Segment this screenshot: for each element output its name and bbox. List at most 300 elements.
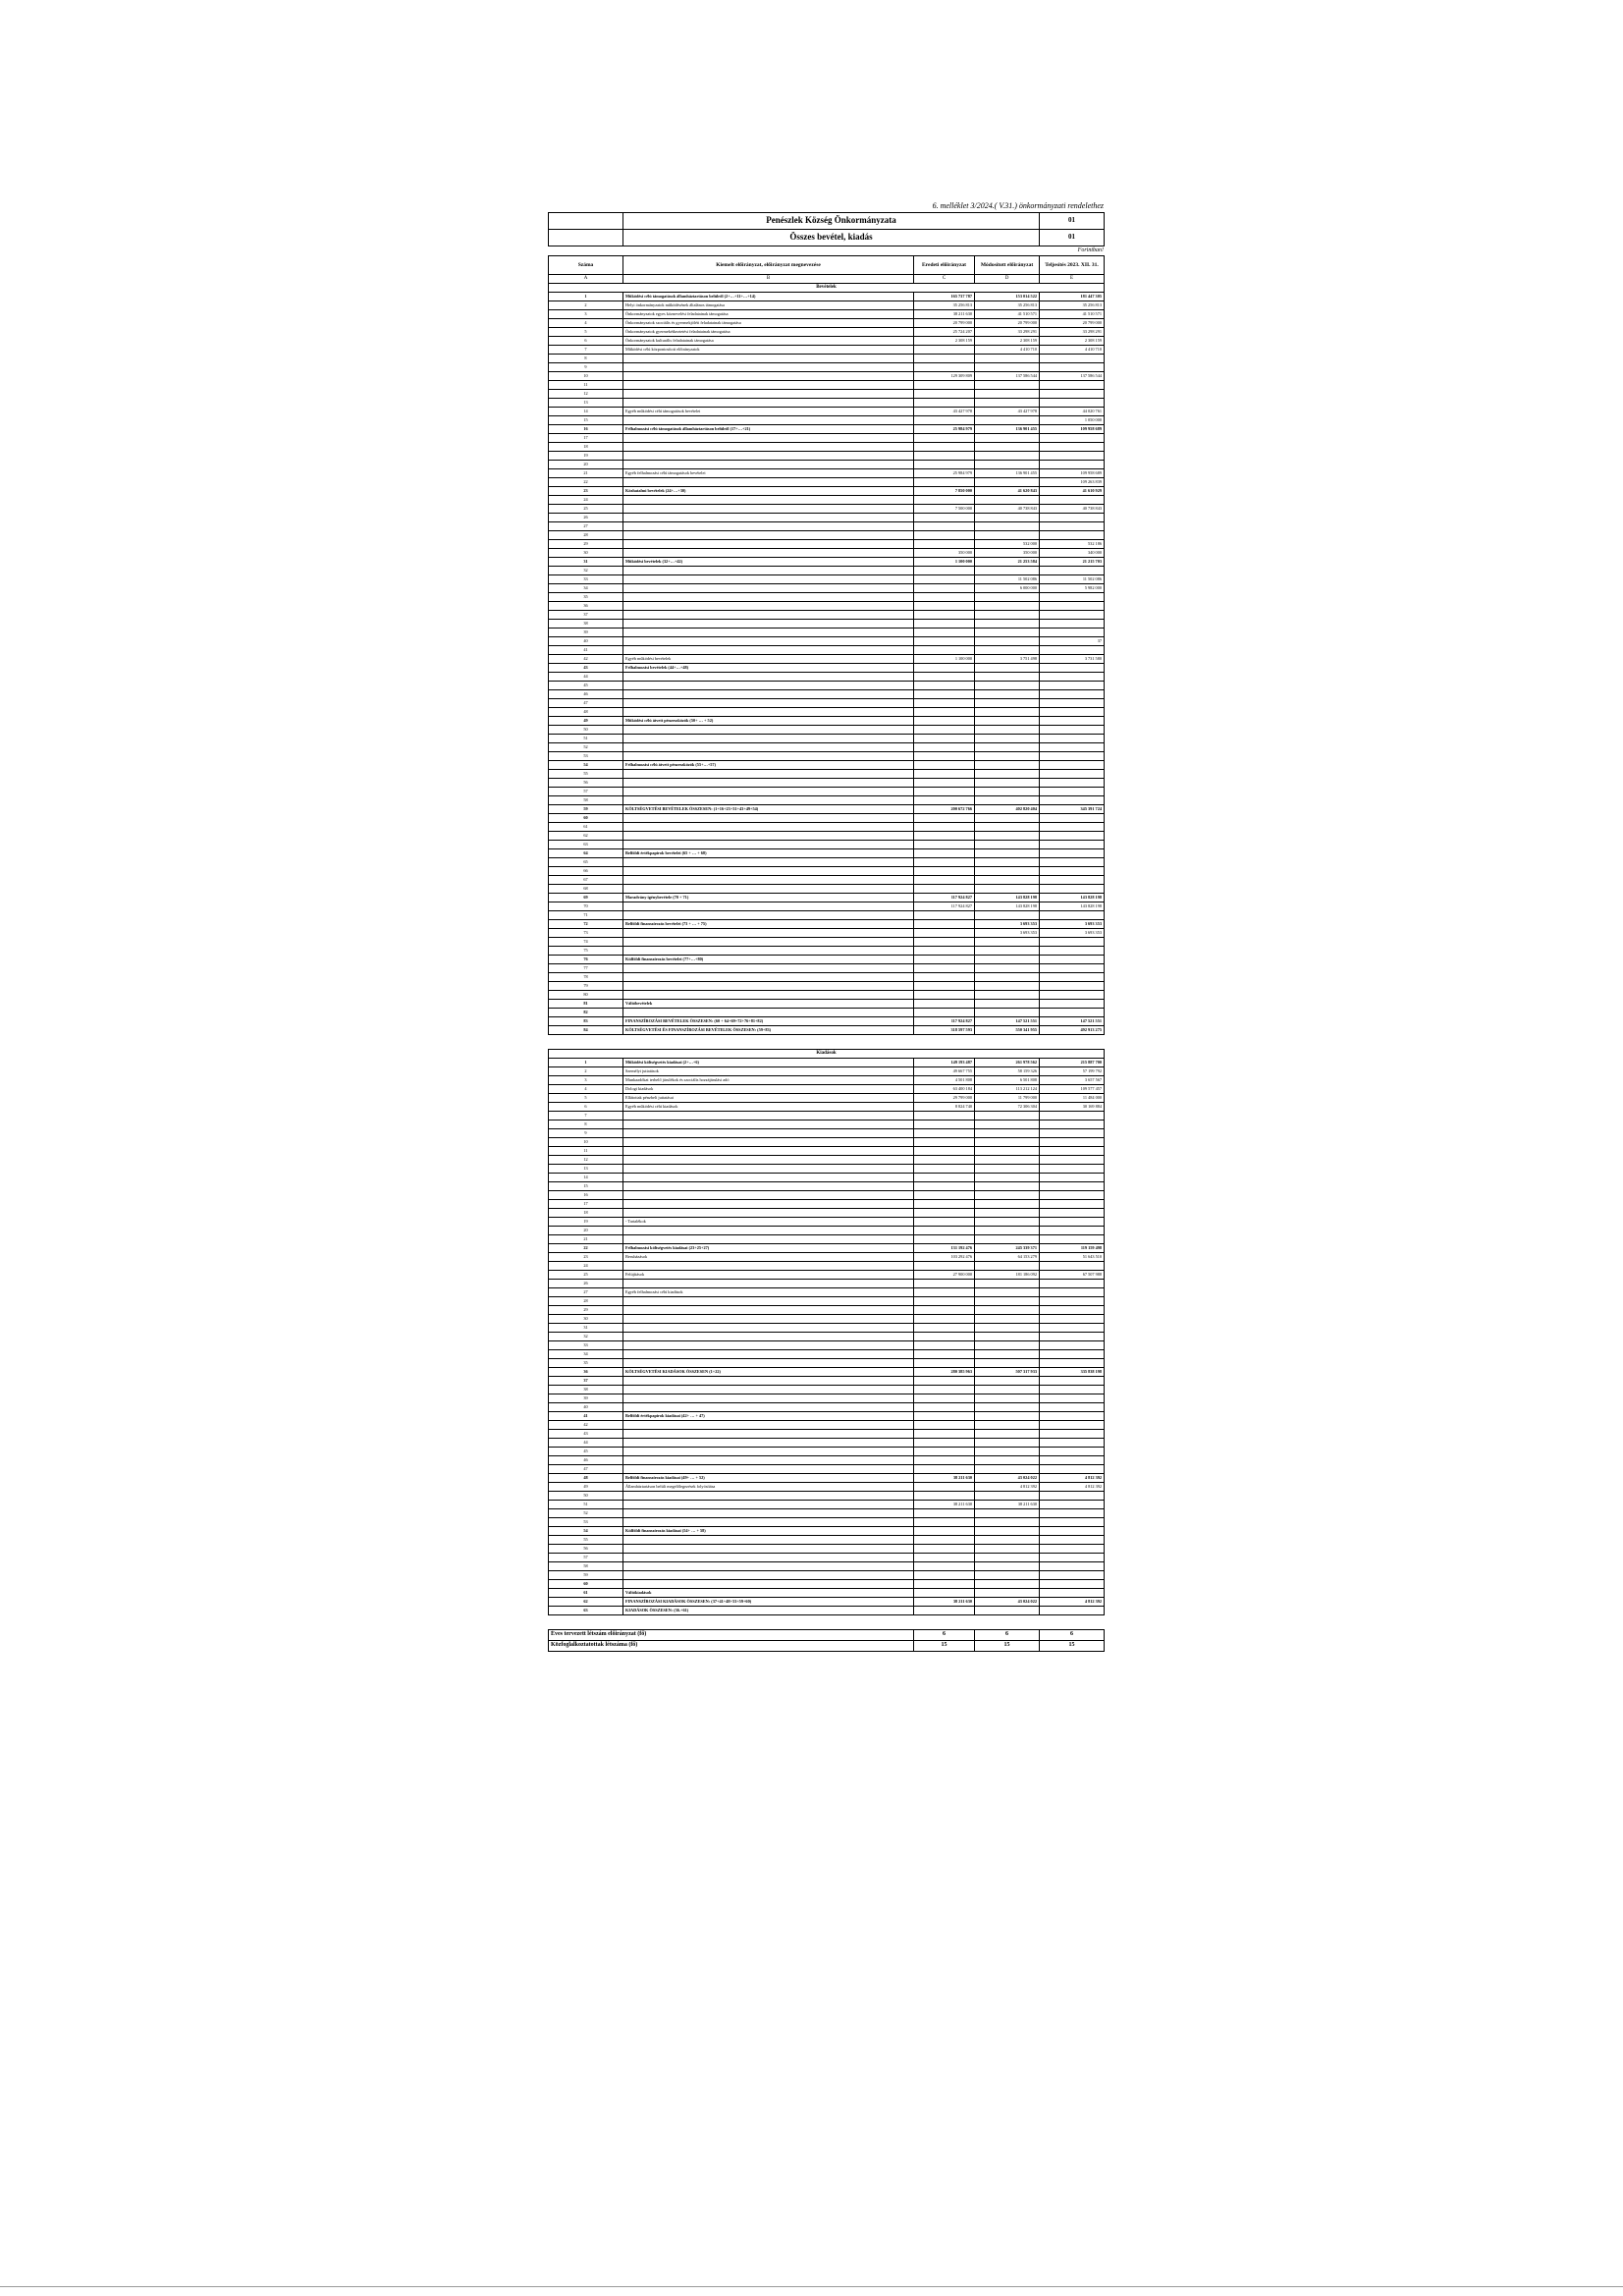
row-number: 24 — [549, 1262, 623, 1271]
revenue-row — [549, 717, 1105, 726]
modified-amount: 137 586 544 — [975, 372, 1040, 381]
modified-amount — [975, 1456, 1040, 1465]
original-amount — [914, 929, 975, 938]
modified-amount: 143 828 198 — [975, 894, 1040, 902]
modified-amount — [975, 1377, 1040, 1386]
original-amount — [914, 1129, 975, 1138]
modified-amount: 3 693 353 — [975, 929, 1040, 938]
row-number: 37 — [549, 1377, 623, 1386]
actual-amount: 1 050 000 — [1040, 416, 1105, 425]
revenue-row — [549, 434, 1105, 443]
original-amount: 1 100 000 — [914, 655, 975, 664]
original-amount — [914, 1112, 975, 1121]
original-amount — [914, 1147, 975, 1156]
actual-amount: 3 657 567 — [1040, 1076, 1105, 1085]
row-label: FINANSZÍROZÁSI BEVÉTELEK ÖSSZESEN: (60 + 64+69+72+76+81+82) — [623, 1017, 914, 1026]
modified-amount — [975, 1262, 1040, 1271]
row-label — [623, 540, 914, 549]
original-amount — [914, 399, 975, 408]
revenue-row — [549, 611, 1105, 620]
row-number: 4 — [549, 1085, 623, 1094]
original-amount — [914, 567, 975, 575]
expense-row — [549, 1306, 1105, 1315]
expense-row — [549, 1589, 1105, 1598]
row-number: 13 — [549, 1165, 623, 1174]
row-number: 60 — [549, 814, 623, 823]
row-label — [623, 708, 914, 717]
modified-amount: 6 501 808 — [975, 1076, 1040, 1085]
revenue-row — [549, 522, 1105, 531]
row-label — [623, 1341, 914, 1350]
row-number: 34 — [549, 1350, 623, 1359]
row-number: 84 — [549, 1026, 623, 1035]
row-number: 8 — [549, 1121, 623, 1129]
row-number: 5 — [549, 1094, 623, 1103]
row-label: Önkormányzatok szociális és gyermekjóléti feladatainak támogatása — [623, 319, 914, 328]
modified-amount: 153 014 522 — [975, 293, 1040, 301]
modified-amount — [975, 567, 1040, 575]
original-amount — [914, 1421, 975, 1430]
modified-amount: 4 410 710 — [975, 346, 1040, 355]
row-number: 17 — [549, 434, 623, 443]
expense-row — [549, 1209, 1105, 1218]
actual-amount — [1040, 531, 1105, 540]
actual-amount — [1040, 876, 1105, 885]
row-number: 22 — [549, 478, 623, 487]
original-amount: 131 192 476 — [914, 1244, 975, 1253]
modified-amount — [975, 867, 1040, 876]
row-label — [623, 646, 914, 655]
modified-amount — [975, 496, 1040, 505]
row-label: Közhatalmi bevételek (24+…+30) — [623, 487, 914, 496]
actual-amount — [1040, 1156, 1105, 1165]
actual-amount — [1040, 602, 1105, 611]
row-label — [623, 1262, 914, 1271]
expense-section-label: Kiadások — [549, 1050, 1105, 1059]
row-label — [623, 461, 914, 469]
expense-row — [549, 1103, 1105, 1112]
row-label: Felhalmozási bevételek (44+…+48) — [623, 664, 914, 673]
row-label — [623, 611, 914, 620]
row-number: 40 — [549, 637, 623, 646]
actual-amount — [1040, 620, 1105, 629]
original-amount — [914, 1439, 975, 1448]
row-number: 19 — [549, 452, 623, 461]
row-label: Felhalmozási célú támogatások államháztartáson belülről (17+…+21) — [623, 425, 914, 434]
revenue-row — [549, 938, 1105, 947]
modified-amount — [975, 664, 1040, 673]
row-number: 41 — [549, 1412, 623, 1421]
modified-amount — [975, 1536, 1040, 1545]
actual-amount — [1040, 593, 1105, 602]
original-amount — [914, 1333, 975, 1341]
modified-amount — [975, 690, 1040, 699]
actual-amount — [1040, 1421, 1105, 1430]
row-label — [623, 867, 914, 876]
actual-amount: 4 812 392 — [1040, 1474, 1105, 1483]
row-number: 65 — [549, 858, 623, 867]
actual-amount: 11 502 086 — [1040, 575, 1105, 584]
original-amount: 38 211 630 — [914, 1474, 975, 1483]
row-number: 44 — [549, 1439, 623, 1448]
revenue-row — [549, 832, 1105, 841]
actual-amount — [1040, 443, 1105, 452]
row-label: KÖLTSÉGVETÉSI ÉS FINANSZÍROZÁSI BEVÉTELEK ÖSSZESEN: (59+83) — [623, 1026, 914, 1035]
original-amount: 35 256 813 — [914, 301, 975, 310]
revenue-row — [549, 655, 1105, 664]
expense-row — [549, 1394, 1105, 1403]
revenue-row — [549, 973, 1105, 982]
original-amount — [914, 1554, 975, 1562]
original-amount: 103 292 476 — [914, 1253, 975, 1262]
row-number: 62 — [549, 1598, 623, 1607]
row-number: 70 — [549, 902, 623, 911]
original-amount — [914, 434, 975, 443]
modified-amount — [975, 593, 1040, 602]
original-amount: 63 400 184 — [914, 1085, 975, 1094]
original-amount — [914, 1448, 975, 1456]
original-amount: 149 193 487 — [914, 1059, 975, 1067]
expense-row — [549, 1368, 1105, 1377]
row-number: 11 — [549, 1147, 623, 1156]
row-label: Államháztartáson belüli megelőlegezések folyósítása — [623, 1483, 914, 1492]
actual-amount — [1040, 363, 1105, 372]
actual-amount: 109 577 457 — [1040, 1085, 1105, 1094]
revenue-rows — [549, 293, 1105, 1035]
original-amount: 6 — [914, 1630, 975, 1641]
expense-row — [549, 1200, 1105, 1209]
row-number: 61 — [549, 1589, 623, 1598]
expense-row — [549, 1518, 1105, 1527]
expense-row — [549, 1262, 1105, 1271]
original-amount — [914, 540, 975, 549]
original-amount — [914, 841, 975, 849]
actual-amount: 51 643 510 — [1040, 1253, 1105, 1262]
modified-amount — [975, 355, 1040, 363]
row-number: 73 — [549, 929, 623, 938]
row-number: 52 — [549, 743, 623, 752]
expense-row — [549, 1501, 1105, 1509]
row-number: 1 — [549, 1059, 623, 1067]
original-amount — [914, 496, 975, 505]
row-number: 55 — [549, 1536, 623, 1545]
actual-amount — [1040, 1580, 1105, 1589]
modified-amount — [975, 743, 1040, 752]
actual-amount — [1040, 867, 1105, 876]
row-label — [623, 1156, 914, 1165]
revenue-row — [549, 540, 1105, 549]
row-number: 44 — [549, 673, 623, 682]
modified-amount — [975, 399, 1040, 408]
row-label — [623, 690, 914, 699]
row-label — [623, 1350, 914, 1359]
actual-amount — [1040, 1297, 1105, 1306]
row-number: 79 — [549, 982, 623, 991]
expense-row — [549, 1227, 1105, 1235]
row-label — [623, 841, 914, 849]
modified-amount — [975, 1147, 1040, 1156]
modified-amount — [975, 1165, 1040, 1174]
expense-row — [549, 1147, 1105, 1156]
row-label — [623, 902, 914, 911]
revenue-row — [549, 858, 1105, 867]
expense-row — [549, 1112, 1105, 1121]
modified-amount: 143 828 198 — [975, 902, 1040, 911]
expense-row — [549, 1182, 1105, 1191]
row-label: Működési célú átvett pénzeszközök (50+ … + 52) — [623, 717, 914, 726]
modified-amount: 147 521 551 — [975, 1017, 1040, 1026]
expense-row — [549, 1156, 1105, 1165]
modified-amount — [975, 682, 1040, 690]
revenue-table — [548, 255, 1105, 1035]
modified-amount — [975, 1518, 1040, 1527]
actual-amount — [1040, 1509, 1105, 1518]
original-amount — [914, 1509, 975, 1518]
actual-amount — [1040, 1448, 1105, 1456]
actual-amount: 335 838 198 — [1040, 1368, 1105, 1377]
original-amount — [914, 673, 975, 682]
revenue-row — [549, 505, 1105, 514]
row-number: 53 — [549, 752, 623, 761]
row-number: 58 — [549, 796, 623, 805]
row-label — [623, 531, 914, 540]
modified-amount: 3 693 353 — [975, 920, 1040, 929]
row-number: 81 — [549, 1000, 623, 1009]
original-amount — [914, 637, 975, 646]
actual-amount — [1040, 690, 1105, 699]
expense-row — [549, 1536, 1105, 1545]
modified-amount — [975, 788, 1040, 796]
row-number: 36 — [549, 1368, 623, 1377]
col-no-header: Száma — [549, 256, 623, 275]
row-label — [623, 929, 914, 938]
revenue-row — [549, 620, 1105, 629]
actual-amount — [1040, 1562, 1105, 1571]
row-label — [623, 726, 914, 735]
actual-amount — [1040, 1288, 1105, 1297]
original-amount — [914, 1571, 975, 1580]
actual-amount — [1040, 1518, 1105, 1527]
original-amount — [914, 770, 975, 779]
original-amount — [914, 717, 975, 726]
original-amount — [914, 390, 975, 399]
row-number: 50 — [549, 726, 623, 735]
actual-amount — [1040, 947, 1105, 956]
original-amount: 117 924 827 — [914, 902, 975, 911]
row-number: 48 — [549, 708, 623, 717]
row-number: 30 — [549, 1315, 623, 1324]
revenue-row — [549, 982, 1105, 991]
row-number: 11 — [549, 381, 623, 390]
row-number: 50 — [549, 1492, 623, 1501]
revenue-row — [549, 443, 1105, 452]
expense-rows — [549, 1059, 1105, 1615]
modified-amount: 41 510 571 — [975, 310, 1040, 319]
original-amount: 27 900 000 — [914, 1271, 975, 1280]
modified-amount: 261 978 562 — [975, 1059, 1040, 1067]
row-label: Váltókiadások — [623, 1589, 914, 1598]
actual-amount — [1040, 1536, 1105, 1545]
actual-amount — [1040, 381, 1105, 390]
row-number: 59 — [549, 1571, 623, 1580]
expense-row — [549, 1191, 1105, 1200]
row-number: 9 — [549, 363, 623, 372]
row-label — [623, 355, 914, 363]
actual-amount — [1040, 699, 1105, 708]
row-number: 28 — [549, 1297, 623, 1306]
row-label — [623, 964, 914, 973]
actual-amount — [1040, 514, 1105, 522]
row-number: 66 — [549, 867, 623, 876]
actual-amount: 4 812 392 — [1040, 1598, 1105, 1607]
revenue-row — [549, 310, 1105, 319]
actual-amount — [1040, 629, 1105, 637]
modified-amount: 181 186 092 — [975, 1271, 1040, 1280]
row-label — [623, 1394, 914, 1403]
modified-amount — [975, 1235, 1040, 1244]
expense-row — [549, 1315, 1105, 1324]
row-label — [623, 1536, 914, 1545]
revenue-row — [549, 1017, 1105, 1026]
entity-code: 01 — [1040, 213, 1105, 230]
row-label — [623, 1333, 914, 1341]
original-amount — [914, 938, 975, 947]
original-amount — [914, 1138, 975, 1147]
original-amount — [914, 1359, 975, 1368]
modified-amount: 41 620 843 — [975, 487, 1040, 496]
expense-row — [549, 1165, 1105, 1174]
modified-amount — [975, 947, 1040, 956]
row-number: 20 — [549, 461, 623, 469]
row-label: Felújítások — [623, 1271, 914, 1280]
row-label — [623, 779, 914, 788]
revenue-row — [549, 726, 1105, 735]
revenue-row — [549, 637, 1105, 646]
actual-amount — [1040, 832, 1105, 841]
actual-amount — [1040, 1545, 1105, 1554]
row-label: Munkaadókat terhelő járulékok és szociális hozzájárulási adó — [623, 1076, 914, 1085]
actual-amount: 30 169 884 — [1040, 1103, 1105, 1112]
revenue-row — [549, 1009, 1105, 1017]
revenue-row — [549, 876, 1105, 885]
col-letter: C — [914, 275, 975, 284]
row-label: Felhalmozási költségvetés kiadásai (23+25+27) — [623, 1244, 914, 1253]
row-label: Egyéb működési bevételek — [623, 655, 914, 664]
original-amount — [914, 584, 975, 593]
original-amount — [914, 1200, 975, 1209]
actual-amount — [1040, 1306, 1105, 1315]
original-amount — [914, 832, 975, 841]
actual-amount — [1040, 673, 1105, 682]
original-amount: 200 672 766 — [914, 805, 975, 814]
headcount-label: Éves tervezett létszám előirányzat (fő) — [549, 1630, 914, 1641]
expense-row — [549, 1456, 1105, 1465]
row-label: Személyi juttatások — [623, 1067, 914, 1076]
row-number: 23 — [549, 1253, 623, 1262]
modified-amount — [975, 1554, 1040, 1562]
original-amount — [914, 1492, 975, 1501]
original-amount: 38 211 630 — [914, 1501, 975, 1509]
row-number: 5 — [549, 328, 623, 337]
actual-amount — [1040, 1430, 1105, 1439]
row-label — [623, 363, 914, 372]
row-label — [623, 1465, 914, 1474]
revenue-row — [549, 682, 1105, 690]
original-amount: 117 924 827 — [914, 894, 975, 902]
row-number: 3 — [549, 1076, 623, 1085]
original-amount: 7 850 000 — [914, 487, 975, 496]
row-number: 63 — [549, 841, 623, 849]
expense-row — [549, 1430, 1105, 1439]
revenue-row — [549, 469, 1105, 478]
row-label — [623, 522, 914, 531]
actual-amount — [1040, 1121, 1105, 1129]
modified-amount — [975, 1200, 1040, 1209]
revenue-row — [549, 673, 1105, 682]
col-modified-header: Módosított előirányzat — [975, 256, 1040, 275]
modified-amount: 33 298 291 — [975, 328, 1040, 337]
row-number: 22 — [549, 1244, 623, 1253]
modified-amount — [975, 629, 1040, 637]
column-letter-row — [549, 275, 1105, 284]
modified-amount — [975, 363, 1040, 372]
modified-amount — [975, 1509, 1040, 1518]
actual-amount — [1040, 1465, 1105, 1474]
row-label: Helyi önkormányzatok működésének általános támogatása — [623, 301, 914, 310]
modified-amount — [975, 973, 1040, 982]
original-amount — [914, 664, 975, 673]
expense-row — [549, 1129, 1105, 1138]
revenue-row — [549, 514, 1105, 522]
modified-amount: 532 000 — [975, 540, 1040, 549]
row-label — [623, 1280, 914, 1288]
original-amount — [914, 682, 975, 690]
expense-row — [549, 1350, 1105, 1359]
original-amount: 49 667 755 — [914, 1067, 975, 1076]
actual-amount: 57 199 792 — [1040, 1067, 1105, 1076]
original-amount — [914, 452, 975, 461]
modified-amount — [975, 531, 1040, 540]
expense-row — [549, 1288, 1105, 1297]
expense-row — [549, 1094, 1105, 1103]
actual-amount — [1040, 522, 1105, 531]
expense-row — [549, 1253, 1105, 1262]
row-label — [623, 796, 914, 805]
revenue-row — [549, 788, 1105, 796]
actual-amount — [1040, 1589, 1105, 1598]
row-number: 28 — [549, 531, 623, 540]
revenue-row — [549, 452, 1105, 461]
row-number: 16 — [549, 425, 623, 434]
row-label — [623, 434, 914, 443]
modified-amount: 507 317 933 — [975, 1368, 1040, 1377]
original-amount — [914, 726, 975, 735]
modified-amount — [975, 620, 1040, 629]
original-amount — [914, 699, 975, 708]
row-label — [623, 1315, 914, 1324]
row-label — [623, 991, 914, 1000]
modified-amount — [975, 717, 1040, 726]
actual-amount: 44 020 761 — [1040, 408, 1105, 416]
actual-amount — [1040, 1262, 1105, 1271]
expense-row — [549, 1439, 1105, 1448]
row-label — [623, 629, 914, 637]
original-amount — [914, 1580, 975, 1589]
actual-amount — [1040, 1235, 1105, 1244]
modified-amount — [975, 1129, 1040, 1138]
annex-note: 6. melléklet 3/2024.( V.31.) önkormányzati rendelethez — [932, 201, 1104, 210]
original-amount: 165 737 787 — [914, 293, 975, 301]
